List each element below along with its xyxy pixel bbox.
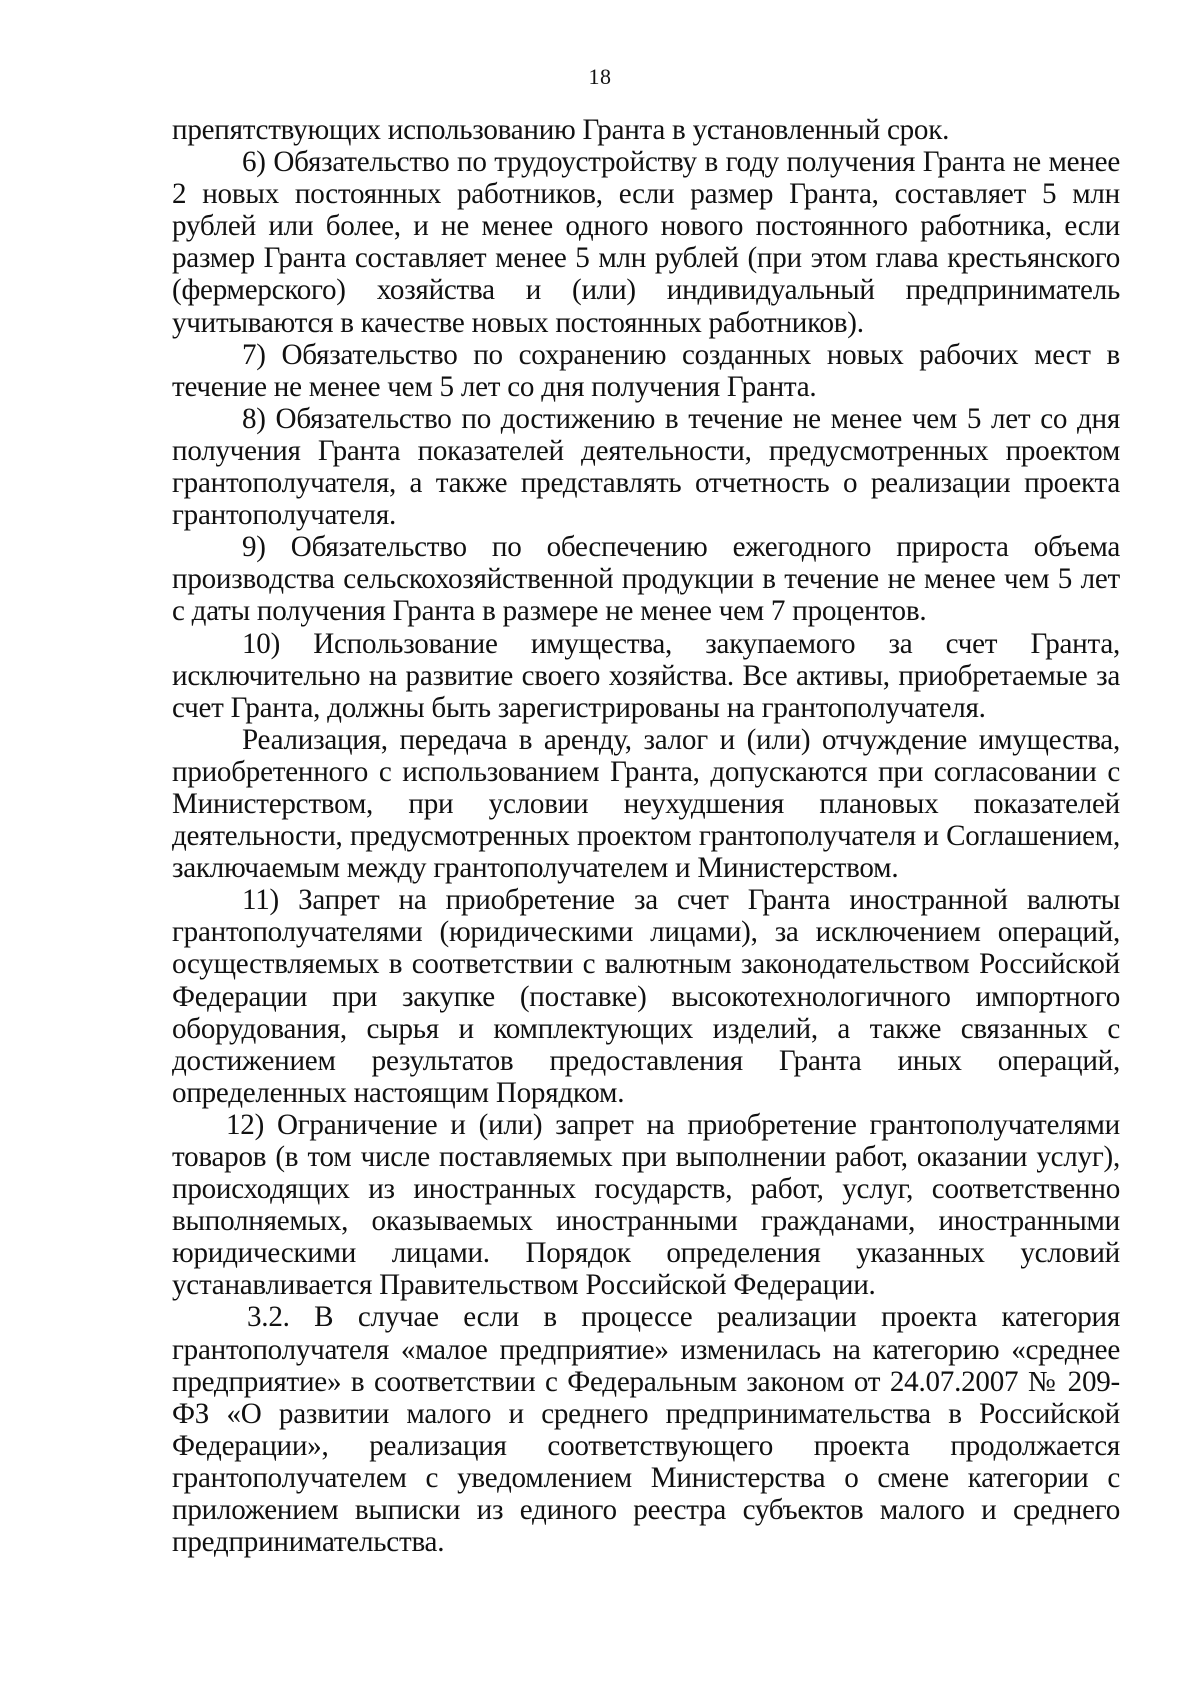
paragraph-item-12: 12) Ограничение и (или) запрет на приобретение грантополучателями товаров (в том числе поставляемых при выполнении работ, оказании услуг), происходящих из иностранных государств, работ, услуг, соответственно выполняемых, оказываемых иностранными гражданами, иностранными юридическими лицами. Порядок определения указанных условий устанавливается Правительством Российской Федерации. — [172, 1108, 1120, 1302]
paragraph-item-8: 8) Обязательство по достижению в течение не менее чем 5 лет со дня получения Гранта показателей деятельности, предусмотренных проектом грантополучателя, а также представлять отчетность о реализации проекта грантополучателя. — [172, 402, 1120, 532]
paragraph-item-6: 6) Обязательство по трудоустройству в году получения Гранта не менее 2 новых постоянных работников, если размер Гранта, составляет 5 млн рублей или более, и не менее одного нового постоянного работника, если размер Гранта составляет менее 5 млн рублей (при этом глава крестьянского (фермерского) хозяйства и (или) индивидуальный предприниматель учитываются в качестве новых постоянных работников). — [172, 146, 1120, 339]
paragraph-item-10-continued: Реализация, передача в аренду, залог и (или) отчуждение имущества, приобретенного с использованием Гранта, допускаются при согласовании с Министерством, при условии неухудшения плановых показателей деятельности, предусмотренных проектом грантополучателя и Соглашением, заключаемым между грантополучателем и Министерством. — [172, 723, 1120, 885]
document-body — [172, 114, 1120, 1558]
paragraph-item-10: 10) Использование имущества, закупаемого за счет Гранта, исключительно на развитие своего хозяйства. Все активы, приобретаемые за счет Гранта, должны быть зарегистрированы на грантополучателя. — [172, 627, 1120, 724]
paragraph-item-7: 7) Обязательство по сохранению созданных новых рабочих мест в течение не менее чем 5 лет со дня получения Гранта. — [172, 338, 1120, 403]
paragraph-item-9: 9) Обязательство по обеспечению ежегодного прироста объема производства сельскохозяйственной продукции в течение не менее чем 5 лет с даты получения Гранта в размере не менее чем 7 процентов. — [172, 531, 1120, 628]
paragraph-item-11: 11) Запрет на приобретение за счет Гранта иностранной валюты грантополучателями (юридическими лицами), за исключением операций, осуществляемых в соответствии с валютным законодательством Российской Федерации при закупке (поставке) высокотехнологичного импортного оборудования, сырья и комплектующих изделий, а также связанных с достижением результатов предоставления Гранта иных операций, определенных настоящим Порядком. — [172, 884, 1120, 1109]
page-number: 18 — [588, 64, 612, 89]
paragraph-continuation: препятствующих использованию Гранта в установленный срок. — [172, 114, 950, 146]
paragraph-section-3-2: 3.2. В случае если в процессе реализации проекта категория грантополучателя «малое предприятие» изменилась на категорию «среднее предприятие» в соответствии с Федеральным законом от 24.07.2007 № 209-ФЗ «О развитии малого и среднего предпринимательства в Российской Федерации», реализация соответствующего проекта продолжается грантополучателем с уведомлением Министерства о смене категории с приложением выписки из единого реестра субъектов малого и среднего предпринимательства. — [172, 1301, 1120, 1559]
